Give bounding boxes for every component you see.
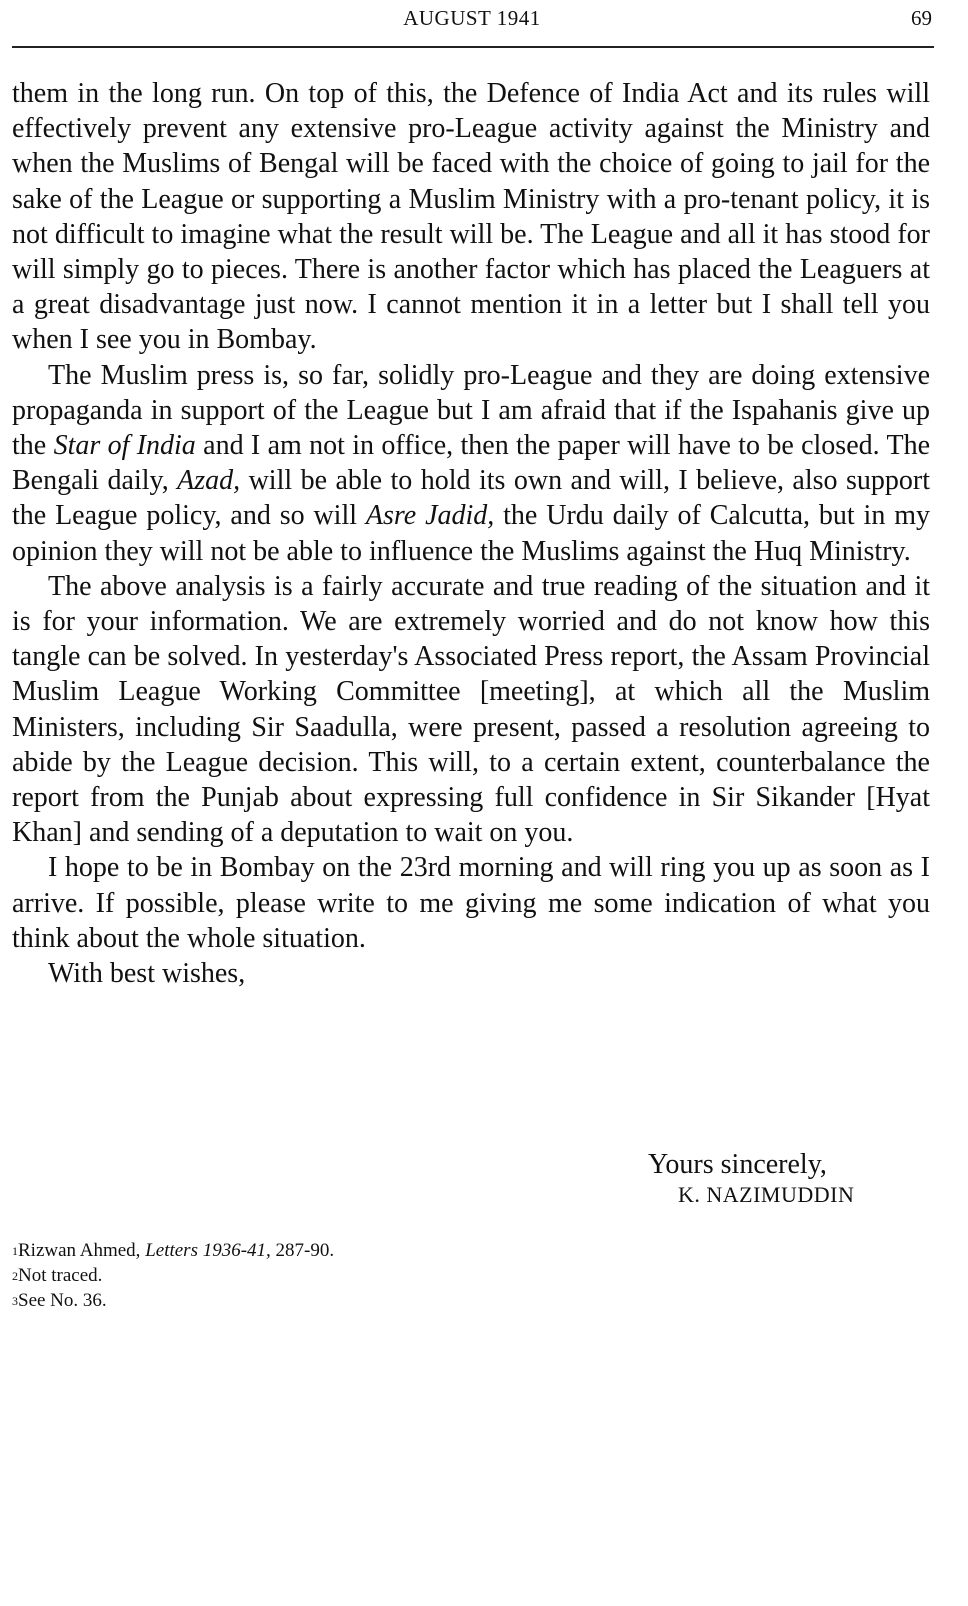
paragraph-2-text-3: will be able to hold its own and will, I believe, also support the League policy, and so will xyxy=(12,465,930,532)
paragraph-3: The above analysis is a fairly accurate and true reading of the situation and it is for your information. We are extremely worried and do not know how this tangle can be solved. In yesterday's Associated Press report, the Assam Provincial Muslim League Working Committee [meeting], at which all the Muslim Ministers, including Sir Saadulla, were present, passed a resolution agreeing to abide by the League decision. This will, to a certain extent, counterbalance the report from the Punjab about expressing full confidence in Sir Sikander [Hyat Khan] and sending of a deputation to wait on you. xyxy=(12,570,930,849)
footnote-1-number: 1 xyxy=(12,1244,18,1258)
paragraph-2-text-2: and I am not in office, then the paper will have to be closed. The Bengali daily, xyxy=(12,430,930,497)
footnote-2 xyxy=(12,1263,334,1288)
signoff: Yours sincerely, xyxy=(648,1149,827,1180)
footnote-1 xyxy=(12,1238,334,1263)
letter-body xyxy=(12,76,930,991)
paragraph-1: them in the long run. On top of this, the Defence of India Act and its rules will effectively prevent any extensive pro-League activity against the Ministry and when the Muslims of Bengal will be faced with the choice of going to jail for the sake of the League or supporting a Muslim Ministry with a pro-tenant policy, it is not difficult to imagine what the result will be. The League and all it has stood for will simply go to pieces. There is another factor which has placed the Leaguers at a great disadvantage just now. I cannot mention it in a letter but I shall tell you when I see you in Bombay. xyxy=(12,78,930,356)
footnote-1-text-1: Rizwan Ahmed, xyxy=(18,1240,146,1261)
header-rule xyxy=(12,46,934,48)
newspaper-asre-jadid: Asre Jadid, xyxy=(365,500,495,532)
footnote-3-number: 3 xyxy=(12,1294,18,1308)
paragraph-2-text-4: the Urdu daily of Calcutta, but in my opinion they will not be able to influence the Muslims against the Huq Ministry. xyxy=(12,500,930,567)
paragraph-2-text-1: The Muslim press is, so far, solidly pro-League and they are doing extensive propaganda in support of the League but I am afraid that if the Ispahanis give up the xyxy=(12,359,930,462)
newspaper-star-of-india: Star of India xyxy=(53,430,196,462)
footnote-2-text: Not traced. xyxy=(18,1265,103,1286)
running-head-title: AUGUST 1941 xyxy=(403,6,541,30)
signature-name: K. NAZIMUDDIN xyxy=(678,1182,855,1207)
paragraph-2 xyxy=(12,358,930,569)
footnote-1-title: Letters 1936-41, xyxy=(145,1240,271,1261)
footnote-3-text: See No. 36. xyxy=(18,1290,107,1311)
footnote-2-number: 2 xyxy=(12,1269,18,1283)
footnotes xyxy=(12,1238,334,1313)
footnote-3 xyxy=(12,1288,334,1313)
page-header xyxy=(12,6,932,38)
page-number: 69 xyxy=(911,6,932,30)
closing-wishes: With best wishes, xyxy=(48,958,246,990)
newspaper-azad: Azad, xyxy=(177,465,241,497)
paragraph-4: I hope to be in Bombay on the 23rd morning and will ring you up as soon as I arrive. If possible, please write to me giving me some indication of what you think about the whole situation. xyxy=(12,852,930,954)
footnote-1-text-2: 287-90. xyxy=(270,1240,335,1261)
